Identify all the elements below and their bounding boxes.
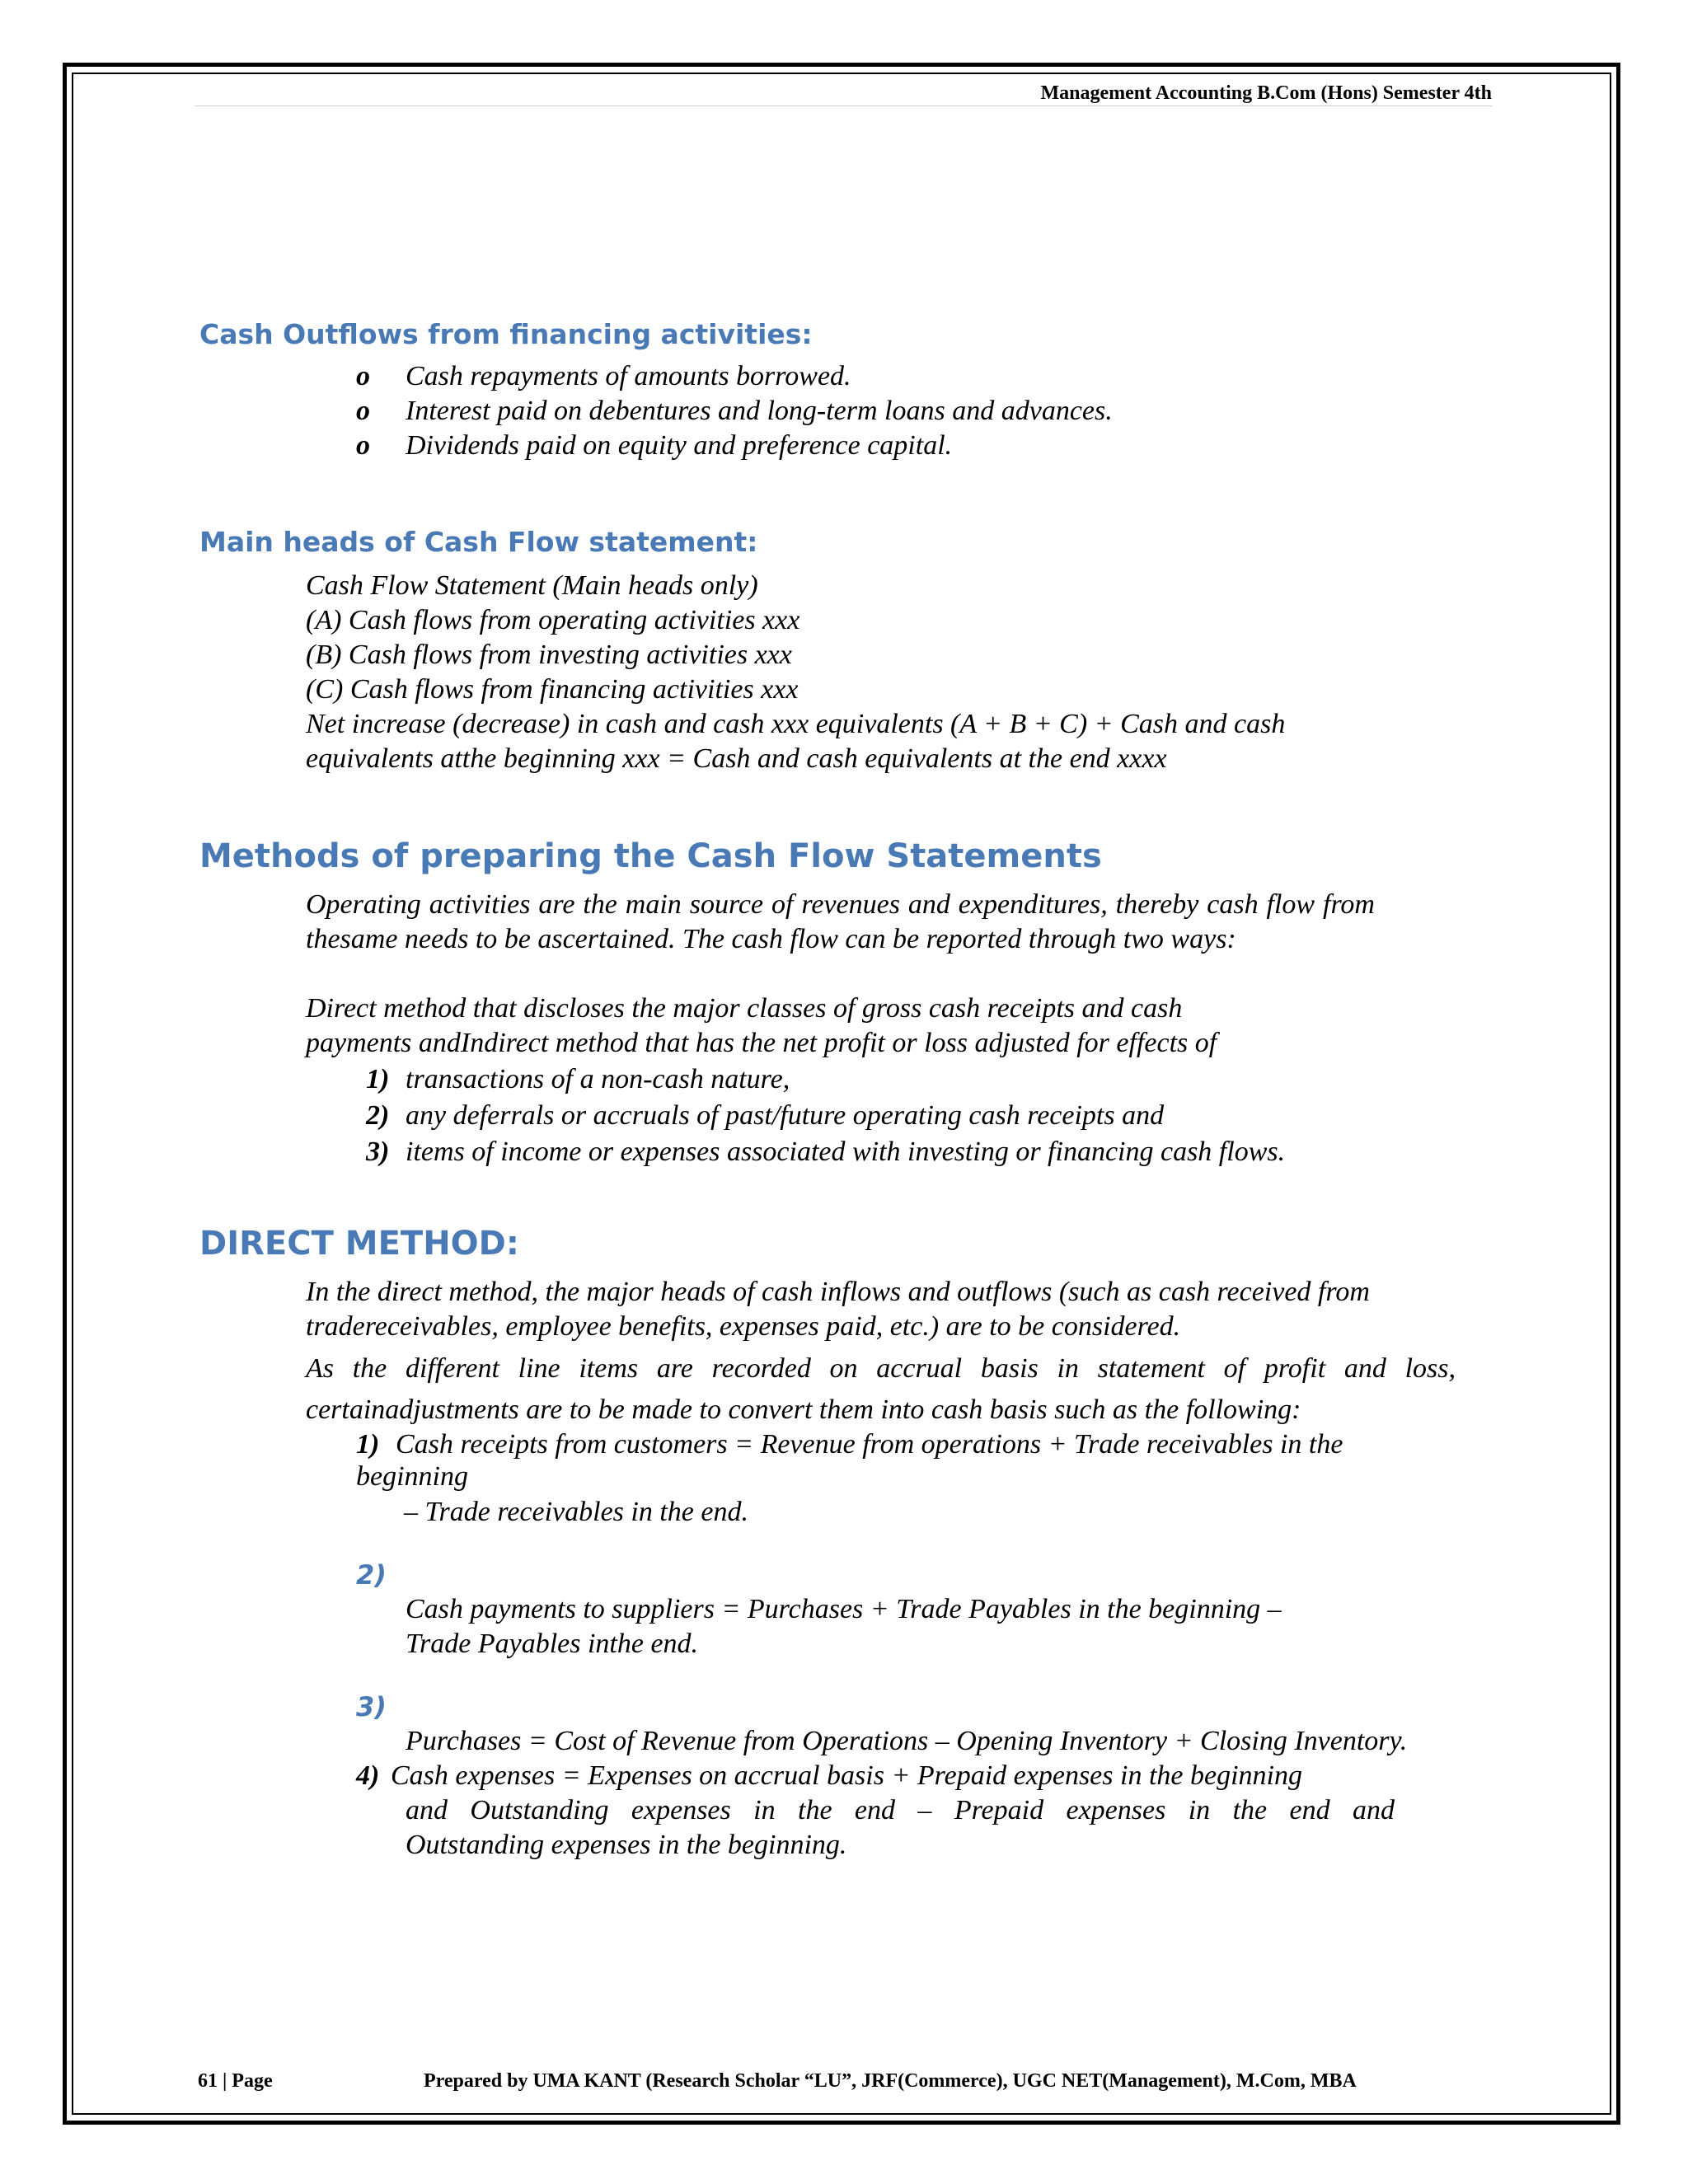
direct-item-2 — [406, 1592, 1282, 1661]
footer-prepared-by: Prepared by UMA KANT (Research Scholar “LU”, JRF(Commerce), UGC NET(Management), M.Com, MBA — [424, 2070, 1357, 2092]
direct-item-text: Purchases = Cost of Revenue from Operations – Opening Inventory + Closing Inventory. — [406, 1726, 1408, 1756]
direct-item-text: Cash expenses = Expenses on accrual basis + Prepaid expenses in the beginning — [391, 1760, 1302, 1791]
page-number: 61 | Page — [198, 2070, 273, 2092]
list-item-text: Dividends paid on equity and preference capital. — [406, 430, 953, 461]
direct-item-2-marker: 2) — [356, 1559, 387, 1591]
main-heads-line: (A) Cash flows from operating activities xxx — [306, 605, 800, 635]
heading-methods: Methods of preparing the Cash Flow Statements — [199, 837, 1102, 875]
direct-intro-line: In the direct method, the major heads of cash inflows and outflows (such as cash received from — [306, 1277, 1370, 1307]
direct-item-text: – Trade receivables in the end. — [404, 1497, 748, 1527]
direct-para2-line2: certainadjustments are to be made to convert them into cash basis such as the following: — [306, 1394, 1301, 1425]
direct-item-3-marker: 3) — [356, 1691, 387, 1722]
direct-item-text: Trade Payables inthe end. — [406, 1629, 699, 1659]
direct-item-3 — [406, 1724, 1407, 1759]
heading-cash-outflows: Cash Outflows from financing activities: — [199, 318, 813, 350]
heading-main-heads: Main heads of Cash Flow statement: — [199, 526, 758, 558]
list-item — [356, 394, 1113, 429]
direct-item-text: Cash payments to suppliers = Purchases + Trade Payables in the beginning – — [406, 1594, 1282, 1624]
direct-item-text: beginning — [356, 1461, 468, 1492]
number-marker: 3) — [366, 1137, 390, 1167]
main-heads-line: (B) Cash flows from investing activities xxx — [306, 640, 792, 670]
bullet-marker: o — [356, 396, 370, 426]
methods-paragraph: Operating activities are the main source of revenues and expenditures, thereby cash flow from thesame needs to be ascertained. The cash flow can be reported through two ways: — [306, 889, 1375, 954]
number-marker: 2) — [366, 1100, 390, 1131]
direct-intro-line: tradereceivables, employee benefits, expenses paid, etc.) are to be considered. — [306, 1311, 1181, 1342]
direct-item-4-line2: and Outstanding expenses in the end – Prepaid expenses in the end and — [406, 1795, 1395, 1825]
main-heads-line: equivalents atthe beginning xxx = Cash and cash equivalents at the end xxxx — [306, 743, 1167, 774]
direct-item-4-line3: Outstanding expenses in the beginning. — [406, 1830, 847, 1860]
bullet-marker: o — [356, 361, 370, 391]
outflow-list — [356, 359, 1113, 463]
methods-direct-line: Direct method that discloses the major classes of gross cash receipts and cash — [306, 993, 1183, 1024]
list-item-text: Interest paid on debentures and long-term loans and advances. — [406, 396, 1113, 426]
list-item — [366, 1099, 1285, 1135]
methods-list — [366, 1062, 1285, 1171]
heading-direct-method: DIRECT METHOD: — [199, 1225, 519, 1263]
bullet-marker: o — [356, 430, 370, 461]
direct-item-text: Cash receipts from customers = Revenue from operations + Trade receivables in the — [396, 1429, 1343, 1460]
running-header: Management Accounting B.Com (Hons) Semester 4th — [1040, 82, 1492, 104]
list-item — [366, 1135, 1285, 1171]
list-item — [356, 359, 1113, 394]
number-marker: 4) — [356, 1760, 380, 1791]
direct-item-1 — [356, 1427, 1343, 1530]
list-item-text: items of income or expenses associated with investing or financing cash flows. — [406, 1137, 1286, 1167]
direct-intro — [306, 1275, 1370, 1344]
main-heads-line: Net increase (decrease) in cash and cash xxx equivalents (A + B + C) + Cash and cash — [306, 709, 1286, 739]
number-marker: 1) — [356, 1429, 380, 1460]
list-item-text: Cash repayments of amounts borrowed. — [406, 361, 851, 391]
list-item-text: any deferrals or accruals of past/future operating cash receipts and — [406, 1100, 1165, 1131]
main-heads-line: (C) Cash flows from financing activities xxx — [306, 674, 799, 705]
methods-direct-block — [306, 991, 1217, 1061]
direct-item-4-first-line — [356, 1759, 1302, 1793]
main-heads-line: Cash Flow Statement (Main heads only) — [306, 570, 758, 601]
list-item — [356, 429, 1113, 463]
methods-direct-line: payments andIndirect method that has the net profit or loss adjusted for effects of — [306, 1028, 1217, 1058]
direct-para2-line1: As the different line items are recorded on accrual basis in statement of profit and loss, — [306, 1353, 1456, 1384]
number-marker: 1) — [366, 1064, 390, 1094]
header-rule — [195, 105, 1493, 106]
main-heads-block — [306, 569, 1285, 776]
list-item-text: transactions of a non-cash nature, — [406, 1064, 790, 1094]
list-item — [366, 1062, 1285, 1099]
